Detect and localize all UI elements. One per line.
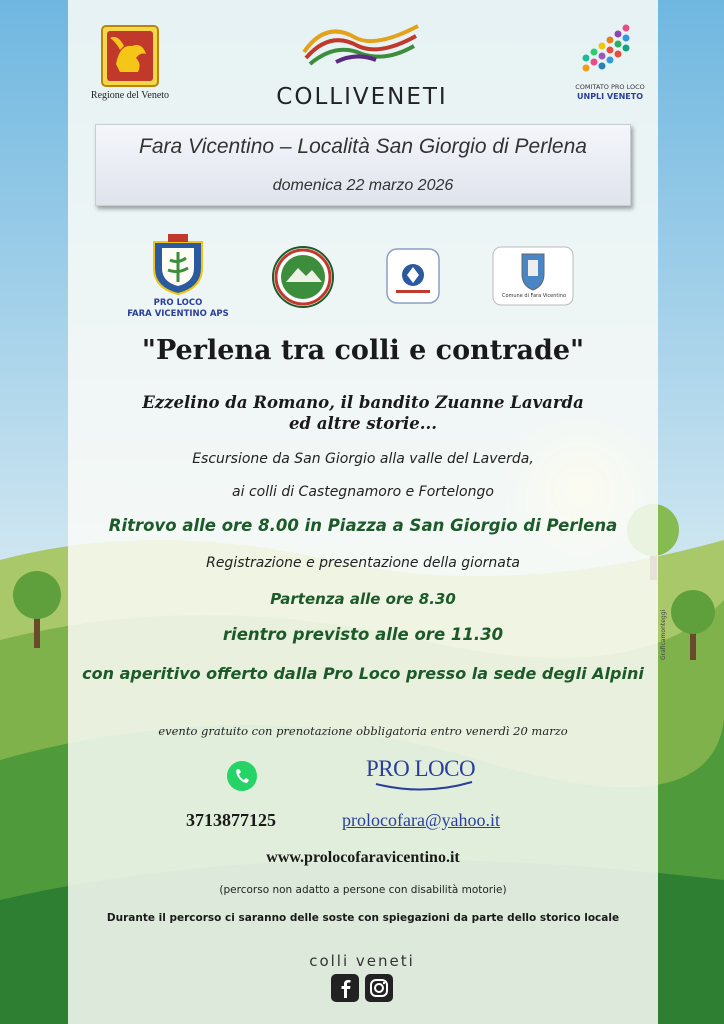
- subtitle-line1: Ezzelino da Romano, il bandito Zuanne Lavarda: [142, 393, 584, 412]
- footer-label: colli veneti: [309, 952, 415, 970]
- accessibility-note: (percorso non adatto a persone con disabilità motorie): [219, 884, 507, 896]
- email-link[interactable]: prolocofara@yahoo.it: [342, 810, 501, 830]
- proloco-crest-icon: [148, 234, 208, 296]
- description-line2: ai colli di Castegnamoro e Fortelongo: [232, 484, 494, 500]
- instagram-icon[interactable]: [365, 974, 393, 1002]
- unpli-line1: COMITATO PRO LOCO: [575, 83, 645, 91]
- phone-number[interactable]: 3713877125: [186, 810, 276, 830]
- unpli-dots-icon: [580, 22, 636, 80]
- meeting-info: Ritrovo alle ore 8.00 in Piazza a San Giorgio di Perlena: [108, 516, 618, 535]
- website-link[interactable]: www.prolocofaravicentino.it: [266, 849, 460, 866]
- proloco-line2: FARA VICENTINO APS: [127, 309, 229, 319]
- proloco-brand: PRO LOCO: [366, 756, 476, 781]
- unpli-line2: UNPLI VENETO: [577, 92, 643, 101]
- alpini-badge-icon: [272, 246, 334, 308]
- side-credit: Graficamonteggi: [660, 609, 667, 660]
- aperitivo-info: con aperitivo offerto dalla Pro Loco presso la sede degli Alpini: [82, 664, 644, 683]
- comune-label: Comune di Fara Vicentino: [501, 293, 567, 299]
- location-box: [95, 124, 631, 206]
- proloco-line1: PRO LOCO: [153, 298, 203, 308]
- return-info: rientro previsto alle ore 11.30: [222, 625, 504, 644]
- location-place: Fara Vicentino – Località San Giorgio di Perlena: [139, 135, 587, 158]
- registration-info: Registrazione e presentazione della giornata: [206, 555, 520, 571]
- description-line1: Escursione da San Giorgio alla valle del Laverda,: [192, 451, 534, 467]
- region-label: Regione del Veneto: [90, 90, 170, 101]
- brand-title: COLLIVENETI: [276, 84, 448, 110]
- association-badge-icon: [386, 248, 440, 304]
- colli-veneti-logo-icon: [296, 12, 426, 76]
- stops-note: Durante il percorso ci saranno delle soste con spiegazioni da parte dello storico locale: [106, 912, 620, 924]
- event-title: "Perlena tra colli e contrade": [141, 335, 585, 366]
- event-date: domenica 22 marzo 2026: [272, 177, 454, 194]
- subtitle-line2: ed altre storie...: [289, 414, 437, 433]
- facebook-icon[interactable]: [331, 974, 359, 1002]
- proloco-swoosh-icon: [374, 780, 474, 794]
- whatsapp-icon[interactable]: [226, 760, 258, 792]
- booking-note: evento gratuito con prenotazione obbligatoria entro venerdì 20 marzo: [158, 724, 568, 738]
- winged-lion-crest-icon: [98, 24, 162, 88]
- departure-info: Partenza alle ore 8.30: [270, 590, 456, 608]
